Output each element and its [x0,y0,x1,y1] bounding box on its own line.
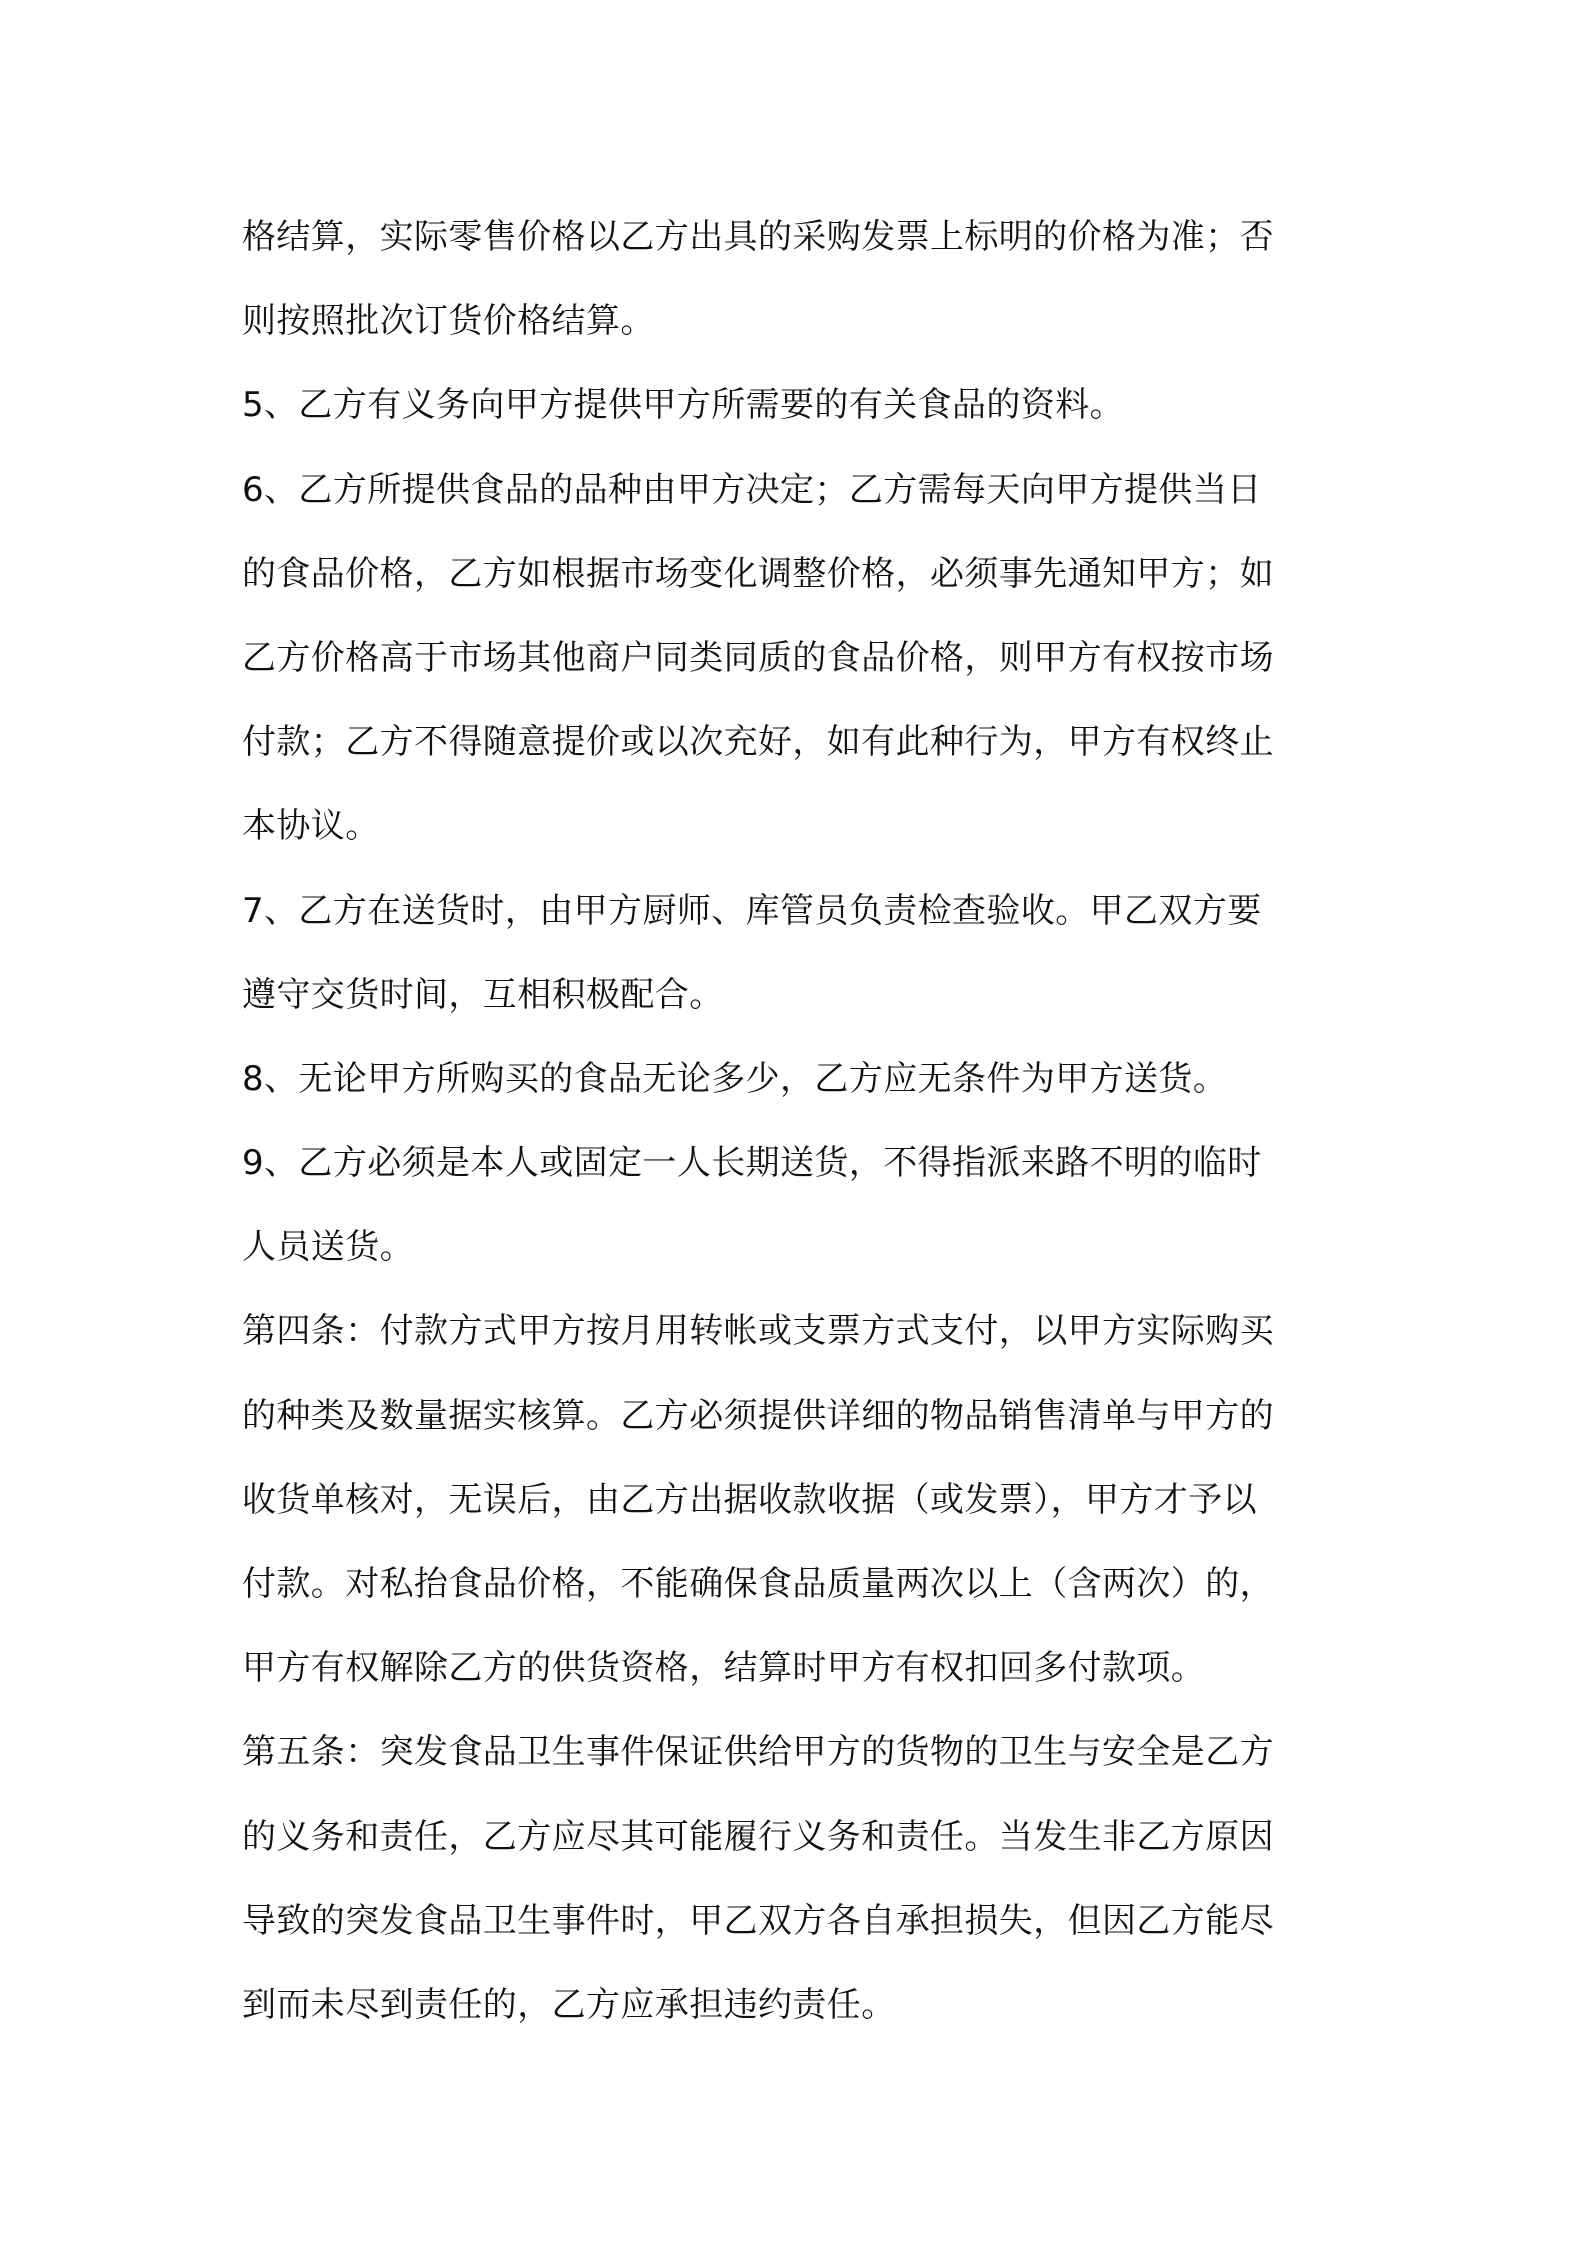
text-line: 7、乙方在送货时，由甲方厨师、库管员负责检查验收。甲乙双方要 [242,890,1262,931]
paragraph-article-5-food-safety [242,1710,1362,2047]
text-line: 付款。对私抬食品价格，不能确保食品质量两次以上（含两次）的， [242,1564,1274,1604]
text-line: 导致的突发食品卫生事件时，甲乙双方各自承担损失，但因乙方能尽 [242,1900,1274,1941]
text-line: 第四条：付款方式甲方按月用转帐或支票方式支付，以甲方实际购买 [242,1311,1274,1352]
text-line: 乙方价格高于市场其他商户同类同质的食品价格，则甲方有权按市场 [242,637,1274,678]
paragraph-item-8 [242,1037,1362,1121]
text-line: 本协议。 [242,806,380,847]
paragraph-item-6 [242,448,1362,869]
text-line: 8、无论甲方所购买的食品无论多少，乙方应无条件为甲方送货。 [242,1058,1228,1099]
text-line: 付款；乙方不得随意提价或以次充好，如有此种行为，甲方有权终止 [242,722,1274,763]
document-page [242,195,1362,2047]
paragraph-item-9 [242,1121,1362,1289]
paragraph-item-7 [242,869,1362,1037]
text-line: 9、乙方必须是本人或固定一人长期送货，不得指派来路不明的临时 [242,1143,1262,1184]
text-line: 遵守交货时间，互相积极配合。 [242,974,724,1015]
paragraph-price-settlement-continued [242,195,1362,363]
text-line: 6、乙方所提供食品的品种由甲方决定；乙方需每天向甲方提供当日 [242,469,1262,510]
text-line: 的食品价格，乙方如根据市场变化调整价格，必须事先通知甲方；如 [242,553,1274,594]
text-line: 5、乙方有义务向甲方提供甲方所需要的有关食品的资料。 [242,385,1125,426]
text-line: 人员送货。 [242,1227,414,1268]
paragraph-item-5 [242,363,1362,447]
text-line: 第五条：突发食品卫生事件保证供给甲方的货物的卫生与安全是乙方 [242,1732,1274,1773]
text-line: 格结算，实际零售价格以乙方出具的采购发票上标明的价格为准；否 [242,217,1274,257]
paragraph-article-4-payment [242,1289,1362,1710]
text-line: 到而未尽到责任的，乙方应承担违约责任。 [242,1984,896,2025]
text-line: 收货单核对，无误后，由乙方出据收款收据（或发票），甲方才予以 [242,1479,1257,1520]
text-line: 则按照批次订货价格结算。 [242,301,655,342]
text-line: 的种类及数量据实核算。乙方必须提供详细的物品销售清单与甲方的 [242,1395,1274,1436]
text-line: 的义务和责任，乙方应尽其可能履行义务和责任。当发生非乙方原因 [242,1816,1274,1857]
text-line: 甲方有权解除乙方的供货资格，结算时甲方有权扣回多付款项。 [242,1648,1206,1689]
